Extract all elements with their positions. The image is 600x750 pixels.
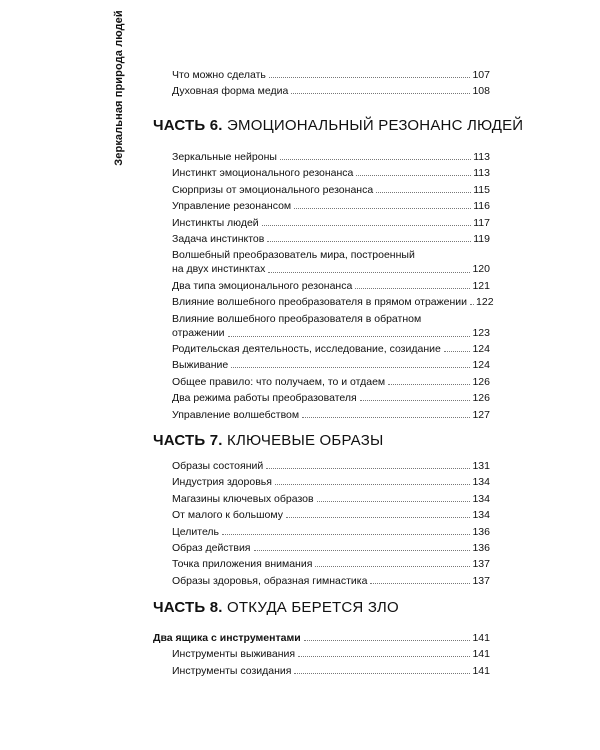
dot-leader: [470, 304, 474, 305]
page-number: 107: [472, 69, 490, 81]
page-number: 131: [472, 460, 490, 472]
part-title: КЛЮЧЕВЫЕ ОБРАЗЫ: [222, 432, 384, 449]
page-number: 136: [472, 542, 490, 554]
dot-leader: [269, 77, 471, 78]
page-number: 137: [472, 574, 490, 587]
dot-leader: [280, 159, 471, 160]
dot-leader: [302, 417, 470, 418]
page-number: 116: [473, 200, 490, 213]
page-number: 113: [473, 151, 490, 163]
part-heading: [153, 117, 523, 134]
entry-title: Что можно сделать: [172, 69, 266, 81]
dot-leader: [294, 673, 470, 674]
page-number: 134: [472, 509, 490, 522]
entry-title-last-line: [172, 262, 490, 276]
dot-leader: [355, 288, 470, 289]
page-number: 124: [472, 359, 490, 372]
toc-entry[interactable]: [172, 68, 490, 81]
dot-leader: [231, 367, 470, 368]
toc-entry[interactable]: [172, 183, 490, 196]
dot-leader: [317, 501, 471, 502]
entry-title: Инстинкт эмоционального резонанса: [172, 167, 354, 180]
dot-leader: [268, 272, 470, 273]
toc-entry[interactable]: [172, 342, 490, 355]
entry-title: Два типа эмоционального резонанса: [172, 279, 353, 292]
entry-title: Индустрия здоровья: [172, 476, 272, 489]
page-number: 119: [473, 233, 490, 245]
entry-title: Родительская деятельность, исследование, созидание: [172, 343, 441, 355]
entry-title: Инстинкты людей: [172, 216, 259, 229]
entry-title: на двух инстинктах: [172, 263, 266, 276]
page-number: 127: [472, 408, 490, 421]
page-number: 141: [472, 648, 490, 661]
page-number: 134: [472, 492, 490, 505]
dot-leader: [266, 468, 470, 469]
entry-title: От малого к большому: [172, 509, 283, 522]
toc-entry[interactable]: [172, 525, 490, 538]
dot-leader: [291, 93, 470, 94]
page-number: 134: [472, 476, 490, 489]
entry-title: Сюрпризы от эмоционального резонанса: [172, 183, 374, 196]
entry-title: Точка приложения внимания: [172, 558, 313, 571]
dot-leader: [262, 225, 472, 226]
part-number: ЧАСТЬ 6.: [153, 117, 223, 134]
toc-entry[interactable]: [153, 631, 490, 644]
toc-entry[interactable]: [172, 279, 490, 292]
page-number: 137: [472, 558, 490, 571]
part-heading: [153, 432, 383, 449]
toc-entry[interactable]: [172, 508, 490, 521]
dot-leader: [254, 550, 471, 551]
toc-entry[interactable]: [172, 391, 490, 404]
page-number: 141: [472, 632, 490, 644]
page-number: 136: [472, 525, 490, 538]
dot-leader: [376, 192, 471, 193]
entry-title-line: Влияние волшебного преобразователя в обратном: [172, 312, 422, 325]
dot-leader: [315, 566, 470, 567]
dot-leader: [304, 640, 471, 641]
entry-title: Инструменты выживания: [172, 648, 296, 661]
entry-title: Два ящика с инструментами: [153, 632, 301, 644]
toc-entry[interactable]: [172, 199, 490, 212]
part-heading: [153, 599, 399, 616]
entry-title: Образы здоровья, образная гимнастика: [172, 574, 368, 587]
dot-leader: [294, 208, 471, 209]
entry-title: Два режима работы преобразователя: [172, 392, 357, 405]
dot-leader: [298, 656, 470, 657]
toc-entry[interactable]: [172, 248, 490, 276]
toc-entry[interactable]: [172, 541, 490, 554]
entry-title: Инструменты созидания: [172, 664, 292, 677]
entry-title: Влияние волшебного преобразователя в прямом отражении: [172, 296, 468, 309]
running-head-text: Зеркальная природа людей: [113, 10, 125, 166]
toc-entry[interactable]: [172, 295, 494, 309]
toc-entry[interactable]: [172, 216, 490, 229]
toc-entry[interactable]: [172, 312, 490, 340]
page-number: 113: [473, 167, 490, 180]
entry-title-line: Волшебный преобразователь мира, построенный: [172, 249, 415, 262]
entry-title: Управление волшебством: [172, 408, 300, 421]
toc-entry[interactable]: [172, 358, 490, 371]
dot-leader: [356, 175, 471, 176]
toc-entry[interactable]: [172, 492, 490, 505]
entry-title: Образ действия: [172, 542, 251, 554]
entry-title: Общее правило: что получаем, то и отдаем: [172, 375, 386, 388]
part-title: ЭМОЦИОНАЛЬНЫЙ РЕЗОНАНС ЛЮДЕЙ: [222, 117, 524, 134]
entry-title: Целитель: [172, 525, 220, 538]
entry-title: Выживание: [172, 359, 229, 372]
toc-entry[interactable]: [172, 459, 490, 472]
dot-leader: [286, 517, 470, 518]
entry-title: отражении: [172, 326, 225, 339]
dot-leader: [275, 484, 471, 485]
page-number: 117: [473, 216, 490, 229]
part-title: ОТКУДА БЕРЕТСЯ ЗЛО: [222, 599, 399, 616]
page-number: 126: [472, 392, 490, 405]
page-number: 121: [472, 279, 490, 292]
dot-leader: [388, 384, 470, 385]
page-number: 126: [472, 375, 490, 388]
toc-entry[interactable]: [172, 408, 490, 421]
part-number: ЧАСТЬ 7.: [153, 432, 223, 449]
part-number: ЧАСТЬ 8.: [153, 599, 223, 616]
page-number: 141: [472, 664, 490, 677]
dot-leader: [444, 351, 471, 352]
toc-entry[interactable]: [172, 475, 490, 488]
toc-entry[interactable]: [172, 375, 490, 388]
entry-title: Духовная форма медиа: [172, 85, 289, 98]
toc-entry[interactable]: [172, 664, 490, 677]
entry-title: Задача инстинктов: [172, 233, 265, 245]
toc-entry[interactable]: [172, 232, 490, 245]
toc-entry[interactable]: [172, 647, 490, 660]
entry-title: Образы состояний: [172, 460, 264, 472]
page-number: 108: [472, 85, 490, 98]
dot-leader: [222, 534, 470, 535]
entry-title: Управление резонансом: [172, 200, 292, 213]
page-number: 115: [473, 183, 490, 196]
page-number: 122: [476, 296, 494, 309]
toc-entry[interactable]: [172, 574, 490, 587]
toc-entry[interactable]: [172, 557, 490, 570]
page-number: 120: [472, 263, 490, 276]
entry-title: Зеркальные нейроны: [172, 151, 277, 163]
toc-entry[interactable]: [172, 150, 490, 163]
page-number: 123: [472, 326, 490, 339]
dot-leader: [360, 400, 471, 401]
dot-leader: [267, 241, 471, 242]
dot-leader: [370, 583, 470, 584]
dot-leader: [228, 336, 471, 337]
toc-entry[interactable]: [172, 166, 490, 179]
entry-title: Магазины ключевых образов: [172, 492, 314, 505]
toc-entry[interactable]: [172, 84, 490, 97]
page-number: 124: [472, 343, 490, 355]
entry-title-last-line: [172, 326, 490, 340]
